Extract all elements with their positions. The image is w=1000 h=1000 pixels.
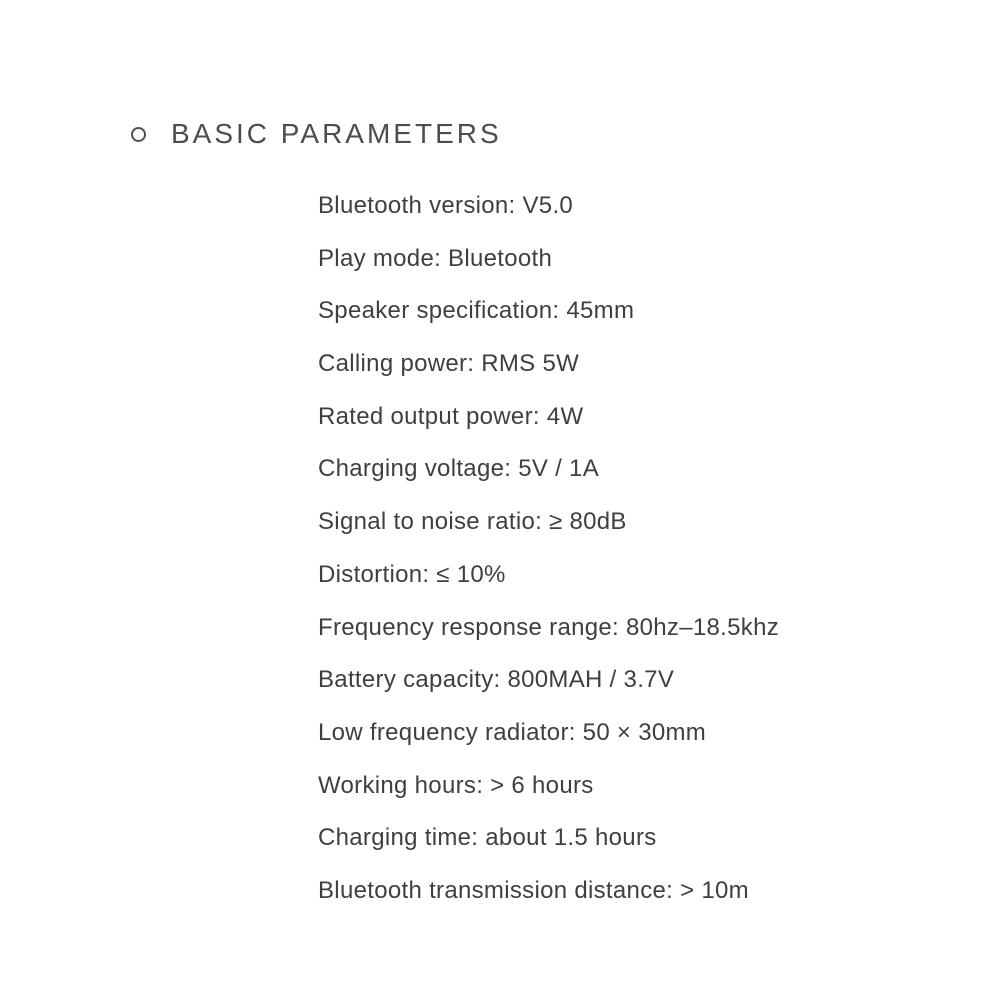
spec-item-signal-to-noise-ratio: Signal to noise ratio: ≥ 80dB [318, 508, 627, 536]
spec-item-bluetooth-transmission-distance: Bluetooth transmission distance: > 10m [318, 876, 749, 904]
section-header [131, 118, 502, 150]
spec-item-low-frequency-radiator: Low frequency radiator: 50 × 30mm [318, 718, 707, 746]
spec-item-bluetooth-version: Bluetooth version: V5.0 [318, 192, 574, 219]
spec-item-working-hours: Working hours: > 6 hours [318, 771, 594, 799]
spec-item-play-mode: Play mode: Bluetooth [318, 244, 553, 272]
spec-list [318, 180, 779, 918]
spec-item-frequency-response-range: Frequency response range: 80hz–18.5khz [318, 613, 780, 641]
spec-item-rated-output-power: Rated output power: 4W [318, 402, 584, 430]
spec-item-speaker-specification: Speaker specification: 45mm [318, 297, 635, 325]
spec-item-distortion: Distortion: ≤ 10% [318, 560, 506, 588]
circle-bullet-icon [131, 127, 146, 142]
spec-item-charging-voltage: Charging voltage: 5V / 1A [318, 455, 600, 483]
section-title: BASIC PARAMETERS [171, 118, 502, 149]
spec-item-battery-capacity: Battery capacity: 800MAH / 3.7V [318, 666, 675, 694]
spec-item-calling-power: Calling power: RMS 5W [318, 350, 580, 378]
spec-item-charging-time: Charging time: about 1.5 hours [318, 824, 657, 852]
